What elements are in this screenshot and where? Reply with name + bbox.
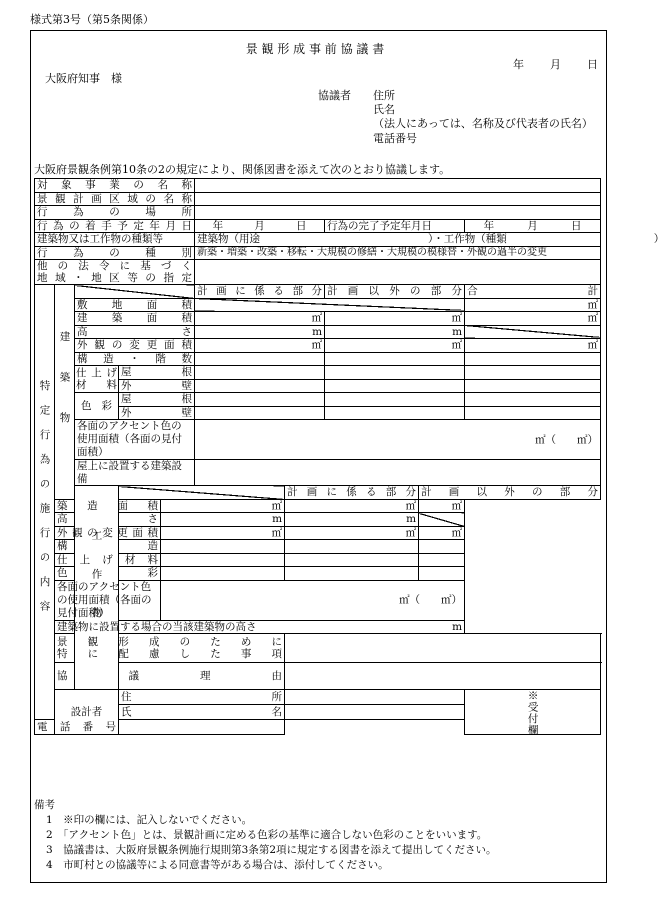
s-on-building-label: 建築物に設置する場合の当該建築物の高さ	[57, 620, 257, 633]
s-color-total[interactable]	[419, 567, 465, 581]
designer-address-value[interactable]	[285, 690, 465, 705]
s-color-other[interactable]	[285, 567, 419, 581]
b-finish-label	[75, 366, 119, 393]
s-on-building-unit: m	[452, 620, 463, 633]
applicant-phone-label: 電話番号	[373, 132, 417, 145]
s-structure-label: 構造	[55, 540, 161, 554]
applicant-label: 協議者	[318, 89, 351, 102]
designer-name-value[interactable]	[285, 705, 465, 720]
reason-value[interactable]	[285, 663, 601, 690]
spec-outer-label: 特定行為の施行の内容	[35, 285, 55, 720]
b-height-plan[interactable]: m	[195, 325, 325, 339]
consideration-line-1: 景観形成のために	[57, 636, 283, 648]
action-kind-value[interactable]: 新築・増築・改築・移転・大規模の修繕・大規模の模様替・外観の過半の変更	[195, 246, 601, 260]
b-finish-wall-total[interactable]	[465, 379, 601, 393]
b-color-roof-plan[interactable]	[195, 393, 325, 407]
b-height-label: 高さ	[75, 325, 195, 339]
designer-phone-value[interactable]	[119, 720, 285, 735]
kind-value[interactable]: 建築物（用途 ）・工作物（種類 ）	[195, 233, 601, 247]
b-color-roof-total[interactable]	[465, 393, 601, 407]
notes-heading: 備考	[34, 799, 55, 811]
s-structure-total[interactable]	[419, 540, 465, 554]
b-site-area-total[interactable]: ㎡	[465, 298, 601, 312]
b-finish-roof-label: 屋根	[119, 366, 195, 380]
location-value[interactable]	[195, 206, 601, 220]
b-accent-value[interactable]: ㎡（ ㎡）	[195, 420, 601, 460]
reason-label: 協議理由	[55, 663, 285, 690]
b-building-area-other[interactable]: ㎡	[325, 312, 465, 326]
s-build-area-plan[interactable]: ㎡	[161, 499, 285, 513]
b-finish-roof-other[interactable]	[325, 366, 465, 380]
end-day: 日	[570, 219, 582, 232]
location-label: 行為の場所	[35, 206, 195, 220]
s-structure-other[interactable]	[285, 540, 419, 554]
start-date-value[interactable]	[195, 219, 325, 233]
s-build-area-label: 築造面積	[55, 499, 161, 513]
end-month: 月	[527, 219, 538, 232]
b-facade-area-label: 外観の変更面積	[75, 339, 195, 353]
s-accent-label: 各面のアクセント色の使用面積（各面の見付面積）	[55, 580, 161, 620]
structure-col-other: 計画以外の部分	[419, 486, 601, 500]
s-facade-area-plan[interactable]: ㎡	[161, 526, 285, 540]
b-color-roof-label: 屋根	[119, 393, 195, 407]
start-day: 日	[295, 219, 307, 232]
date-month-label: 月	[550, 58, 561, 71]
note-3: 3 協議書は、大阪府景観条例施行規則第3条第2項に規定する図書を添えて提出してください。	[46, 844, 497, 856]
s-height-plan[interactable]: m	[161, 513, 285, 527]
plan-area-label: 景観計画区域の名称	[35, 192, 195, 206]
building-col-total-a: 合	[467, 285, 478, 298]
document-title: 景 観 形 成 事 前 協 議 書	[245, 42, 385, 56]
b-site-area-label: 敷地面積	[75, 298, 195, 312]
b-color-label: 色彩	[75, 393, 119, 420]
b-building-area-label: 建築面積	[75, 312, 195, 326]
notes	[34, 798, 497, 873]
b-building-area-plan[interactable]: ㎡	[195, 312, 325, 326]
s-height-other[interactable]: m	[285, 513, 419, 527]
b-height-total-blank	[465, 325, 601, 339]
designer-name-label: 氏名	[119, 705, 285, 720]
start-date-label: 行為の着手予定年月日	[35, 219, 195, 233]
intro-text: 大阪府景観条例第10条の2の規定により、関係図書を添えて次のとおり協議します。	[34, 163, 451, 176]
structure-col-plan: 計画に係る部分	[285, 486, 419, 500]
consideration-value[interactable]	[285, 634, 601, 663]
s-finish-plan[interactable]	[161, 553, 285, 567]
building-col-total-b: 計	[587, 285, 599, 298]
building-col-plan: 計画に係る部分	[195, 285, 325, 299]
s-color-label: 色彩	[55, 567, 161, 581]
s-facade-area-total[interactable]: ㎡	[419, 526, 465, 540]
s-facade-area-label: 外観の変更面積	[55, 526, 161, 540]
note-4: 4 市町村との協議等による同意書等がある場合は、添付してください。	[46, 859, 389, 871]
structure-header-blank	[119, 486, 285, 500]
b-finish-roof-plan[interactable]	[195, 366, 325, 380]
s-facade-area-other[interactable]: ㎡	[285, 526, 419, 540]
start-year: 年	[212, 219, 224, 232]
other-law-line-1: 他の法令に基づく	[37, 260, 193, 272]
b-color-wall-label: 外壁	[119, 406, 195, 420]
b-rooftop-value[interactable]	[195, 460, 601, 486]
b-accent-label: 各面のアクセント色の使用面積（各面の見付面積）	[75, 420, 195, 460]
b-structure-floors-plan[interactable]	[195, 352, 325, 366]
note-2: 2 「アクセント色」とは、景観計画に定める色彩の基準に適合しない色彩のことをいいます。	[46, 829, 488, 841]
s-finish-total[interactable]	[419, 553, 465, 567]
b-structure-floors-total[interactable]	[465, 352, 601, 366]
end-date-label: 行為の完了予定年月日	[325, 219, 465, 233]
consideration-line-2: 特に配慮した事項	[57, 648, 283, 660]
b-finish-line-2: 材料	[76, 379, 117, 391]
b-color-wall-plan[interactable]	[195, 406, 325, 420]
building-col-other: 計画以外の部分	[325, 285, 465, 299]
b-facade-area-total[interactable]: ㎡	[465, 339, 601, 353]
receipt-label: ※受付欄	[465, 690, 601, 735]
start-month: 月	[254, 219, 265, 232]
end-year: 年	[483, 219, 495, 232]
s-accent-value[interactable]: ㎡（ ㎡）	[161, 580, 465, 620]
b-finish-wall-label: 外壁	[119, 379, 195, 393]
kind-label: 建築物又は工作物の種類等	[35, 233, 195, 247]
date-day-label: 日	[587, 58, 598, 71]
b-finish-wall-other[interactable]	[325, 379, 465, 393]
b-color-wall-other[interactable]	[325, 406, 465, 420]
action-kind-label: 行為の種別	[35, 246, 195, 260]
consideration-label	[55, 634, 285, 663]
b-finish-wall-plan[interactable]	[195, 379, 325, 393]
b-finish-line-1: 仕上げ	[76, 367, 117, 379]
plan-area-value[interactable]	[195, 192, 601, 206]
s-build-area-total[interactable]: ㎡	[419, 499, 465, 513]
date-year-label: 年	[513, 58, 524, 71]
consultation-form-table	[34, 178, 664, 736]
s-build-area-other[interactable]: ㎡	[285, 499, 419, 513]
b-building-area-total[interactable]: ㎡	[465, 312, 601, 326]
building-header-blank	[75, 285, 195, 299]
other-law-value[interactable]	[195, 260, 601, 285]
b-site-area-blank	[195, 298, 465, 312]
b-color-roof-other[interactable]	[325, 393, 465, 407]
b-facade-area-other[interactable]: ㎡	[325, 339, 465, 353]
designer-label: 設計者	[55, 690, 119, 735]
b-finish-roof-total[interactable]	[465, 366, 601, 380]
s-finish-other[interactable]	[285, 553, 419, 567]
applicant-name-label: 氏名	[373, 103, 395, 116]
s-color-plan[interactable]	[161, 567, 285, 581]
s-height-total-blank	[419, 513, 465, 527]
s-height-label: 高さ	[55, 513, 161, 527]
other-law-label	[35, 260, 195, 285]
other-law-line-2: 地域・地区等の指定	[37, 272, 193, 284]
building-label: 建築物	[55, 285, 75, 500]
building-col-total	[465, 285, 601, 299]
project-name-value[interactable]	[195, 179, 601, 193]
designer-phone-label: 電話番号	[35, 720, 119, 735]
form-number: 様式第3号（第5条関係）	[30, 13, 154, 26]
s-structure-plan[interactable]	[161, 540, 285, 554]
b-structure-floors-other[interactable]	[325, 352, 465, 366]
b-rooftop-label: 屋上に設置する建築設備	[75, 460, 195, 486]
b-structure-floors-label: 構造・階数	[75, 352, 195, 366]
b-height-other[interactable]: m	[325, 325, 465, 339]
applicant-address-label: 住所	[373, 89, 395, 102]
s-finish-label: 仕上げ材料	[55, 553, 161, 567]
applicant-corporate-note: （法人にあっては、名称及び代表者の氏名）	[373, 117, 593, 130]
note-1: 1 ※印の欄には、記入しないでください。	[46, 814, 253, 826]
designer-address-label: 住所	[119, 690, 285, 705]
b-color-wall-total[interactable]	[465, 406, 601, 420]
addressee: 大阪府知事 様	[45, 72, 122, 85]
s-on-building-row[interactable]	[55, 620, 465, 634]
structure-label: 工作物	[75, 486, 119, 690]
project-name-label: 対象事業の名称	[35, 179, 195, 193]
b-facade-area-plan[interactable]: ㎡	[195, 339, 325, 353]
end-date-value[interactable]	[465, 219, 601, 233]
